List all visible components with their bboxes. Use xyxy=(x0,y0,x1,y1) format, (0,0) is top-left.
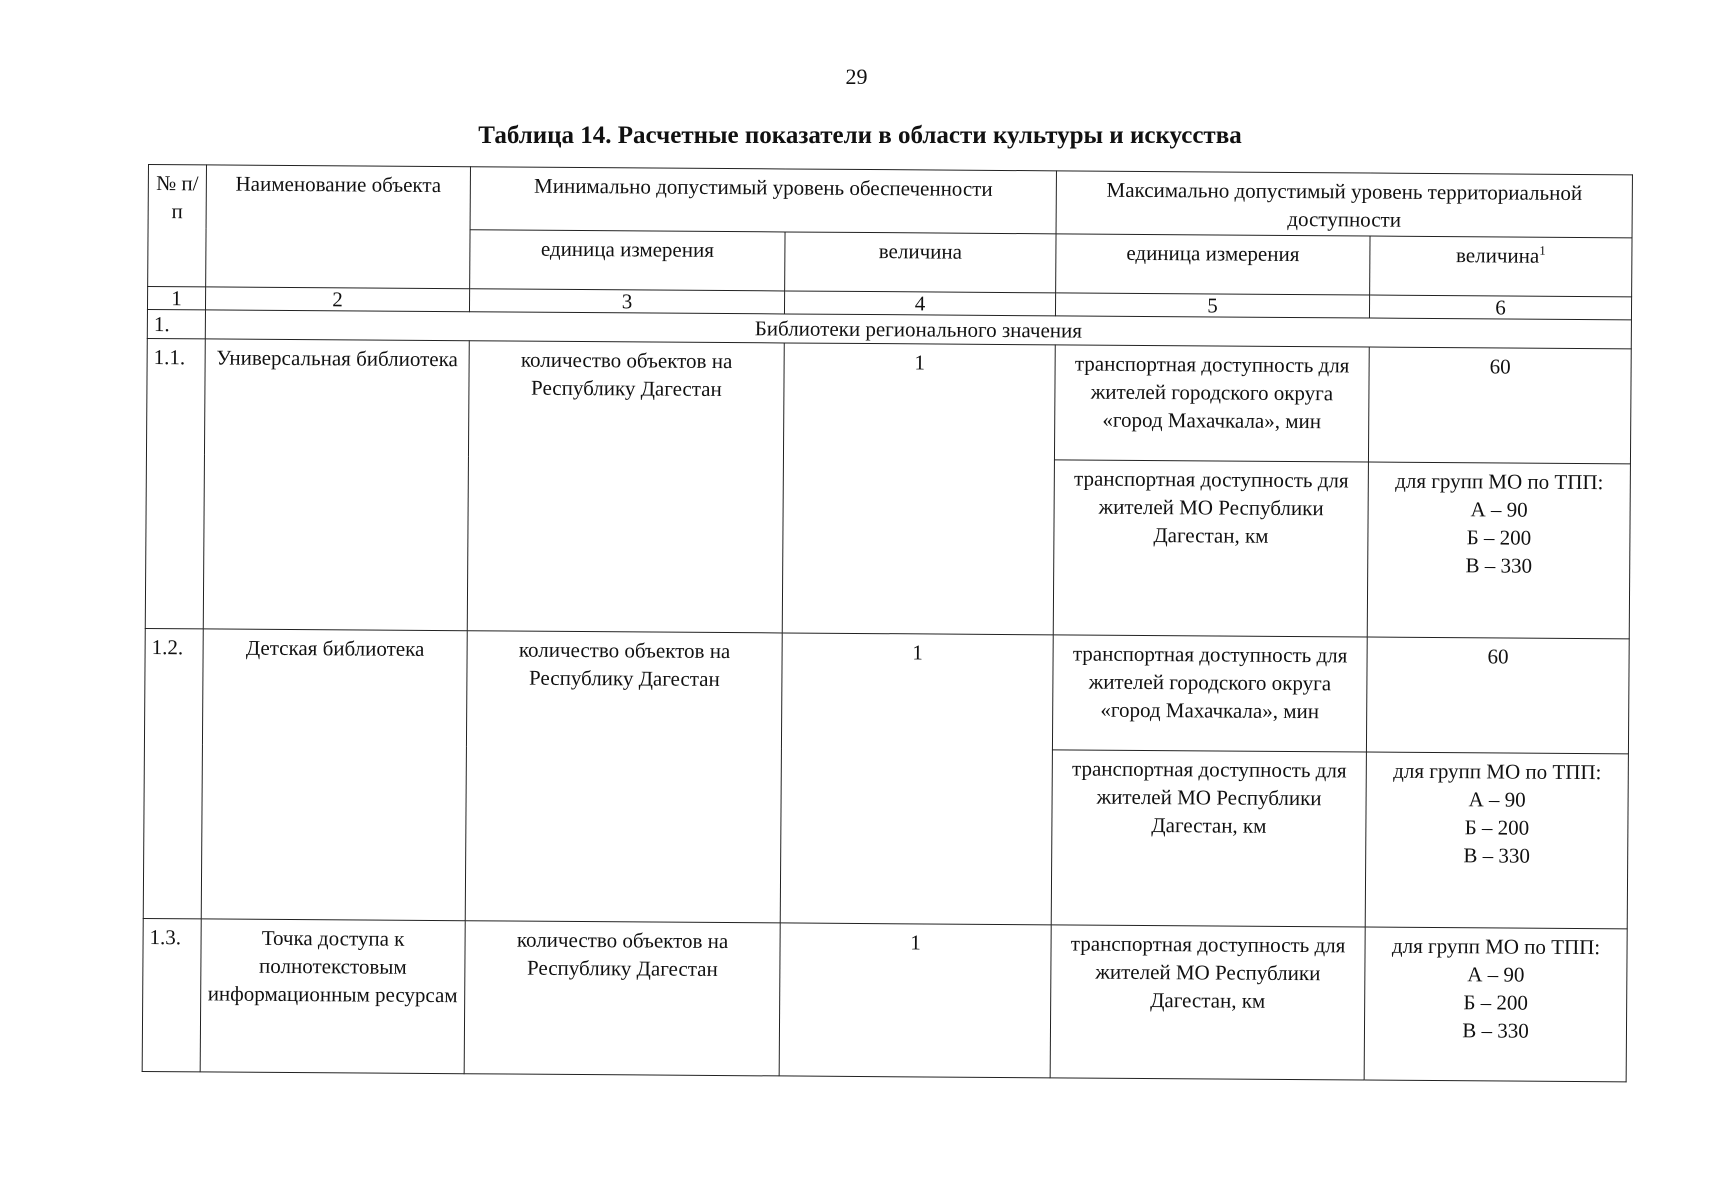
access-value-line: для групп МО по ТПП: xyxy=(1393,758,1602,785)
access-value-line: А – 90 xyxy=(1470,497,1528,522)
section-num: 1. xyxy=(147,309,205,338)
column-number: 2 xyxy=(205,287,469,312)
page-number: 29 xyxy=(845,64,868,89)
min-unit: количество объектов на Республику Дагестан xyxy=(465,631,782,923)
indicators-table xyxy=(142,164,1633,1082)
row-num: 1.3. xyxy=(142,918,201,1071)
min-value: 1 xyxy=(780,633,1053,925)
header-max-value-label: величина xyxy=(1455,243,1540,268)
access-unit: транспортная доступность для жителей МО Республики Дагестан, км xyxy=(1051,750,1366,927)
access-value-line: А – 90 xyxy=(1468,787,1526,812)
column-number: 5 xyxy=(1055,293,1369,318)
column-number: 6 xyxy=(1369,295,1631,320)
min-value: 1 xyxy=(779,923,1051,1078)
access-value xyxy=(1366,637,1629,754)
column-number: 1 xyxy=(147,287,205,310)
section-title: Библиотеки регионального значения xyxy=(205,310,1631,349)
access-value-line: В – 330 xyxy=(1462,1018,1529,1043)
access-unit: транспортная доступность для жителей городского округа «город Махачкала», мин xyxy=(1054,345,1369,462)
access-unit: транспортная доступность для жителей МО Республики Дагестан, км xyxy=(1050,925,1365,1080)
access-value-line: для групп МО по ТПП: xyxy=(1395,468,1604,495)
table-row xyxy=(144,628,1629,753)
column-number: 3 xyxy=(469,289,784,314)
access-value-line: А – 90 xyxy=(1467,962,1525,987)
header-min-value: величина xyxy=(785,232,1056,293)
header-name: Наименование объекта xyxy=(206,165,471,289)
access-value-line: Б – 200 xyxy=(1464,815,1530,840)
header-min-unit: единица измерения xyxy=(470,230,785,291)
column-number: 4 xyxy=(784,291,1055,316)
access-value-line: 60 xyxy=(1487,644,1509,669)
access-value xyxy=(1365,752,1628,929)
min-value: 1 xyxy=(782,343,1055,635)
header-row-1 xyxy=(148,165,1632,238)
header-max-unit: единица измерения xyxy=(1056,234,1370,295)
access-value xyxy=(1364,927,1627,1082)
header-min-group: Минимально допустимый уровень обеспеченности xyxy=(470,167,1056,234)
access-value-line: В – 330 xyxy=(1465,553,1533,578)
access-value-line: Б – 200 xyxy=(1463,990,1529,1015)
object-name: Детская библиотека xyxy=(201,629,467,921)
table-row xyxy=(142,918,1627,1081)
min-unit: количество объектов на Республику Дагестан xyxy=(464,921,780,1076)
object-name: Точка доступа к полнотекстовым информационным ресурсам xyxy=(200,919,465,1074)
header-num: № п/п xyxy=(148,165,207,287)
access-value-line: Б – 200 xyxy=(1466,525,1532,550)
header-max-group: Максимально допустимый уровень территориальной доступности xyxy=(1056,171,1632,238)
object-name: Универсальная библиотека xyxy=(203,339,469,631)
access-value-line: В – 330 xyxy=(1463,843,1531,868)
access-value xyxy=(1368,347,1631,464)
row-num: 1.1. xyxy=(145,338,205,628)
row-num: 1.2. xyxy=(143,628,203,918)
access-value-line: 60 xyxy=(1489,354,1511,379)
access-unit: транспортная доступность для жителей МО Республики Дагестан, км xyxy=(1053,460,1368,637)
access-value xyxy=(1367,462,1630,639)
access-unit: транспортная доступность для жителей городского округа «город Махачкала», мин xyxy=(1052,635,1367,752)
table-title: Таблица 14. Расчетные показатели в области культуры и искусства xyxy=(478,122,1242,149)
header-max-value xyxy=(1370,236,1632,297)
table-row xyxy=(146,338,1631,463)
access-value-line: для групп МО по ТПП: xyxy=(1391,933,1601,960)
min-unit: количество объектов на Республику Дагестан xyxy=(467,341,784,633)
footnote-marker: 1 xyxy=(1539,242,1546,258)
